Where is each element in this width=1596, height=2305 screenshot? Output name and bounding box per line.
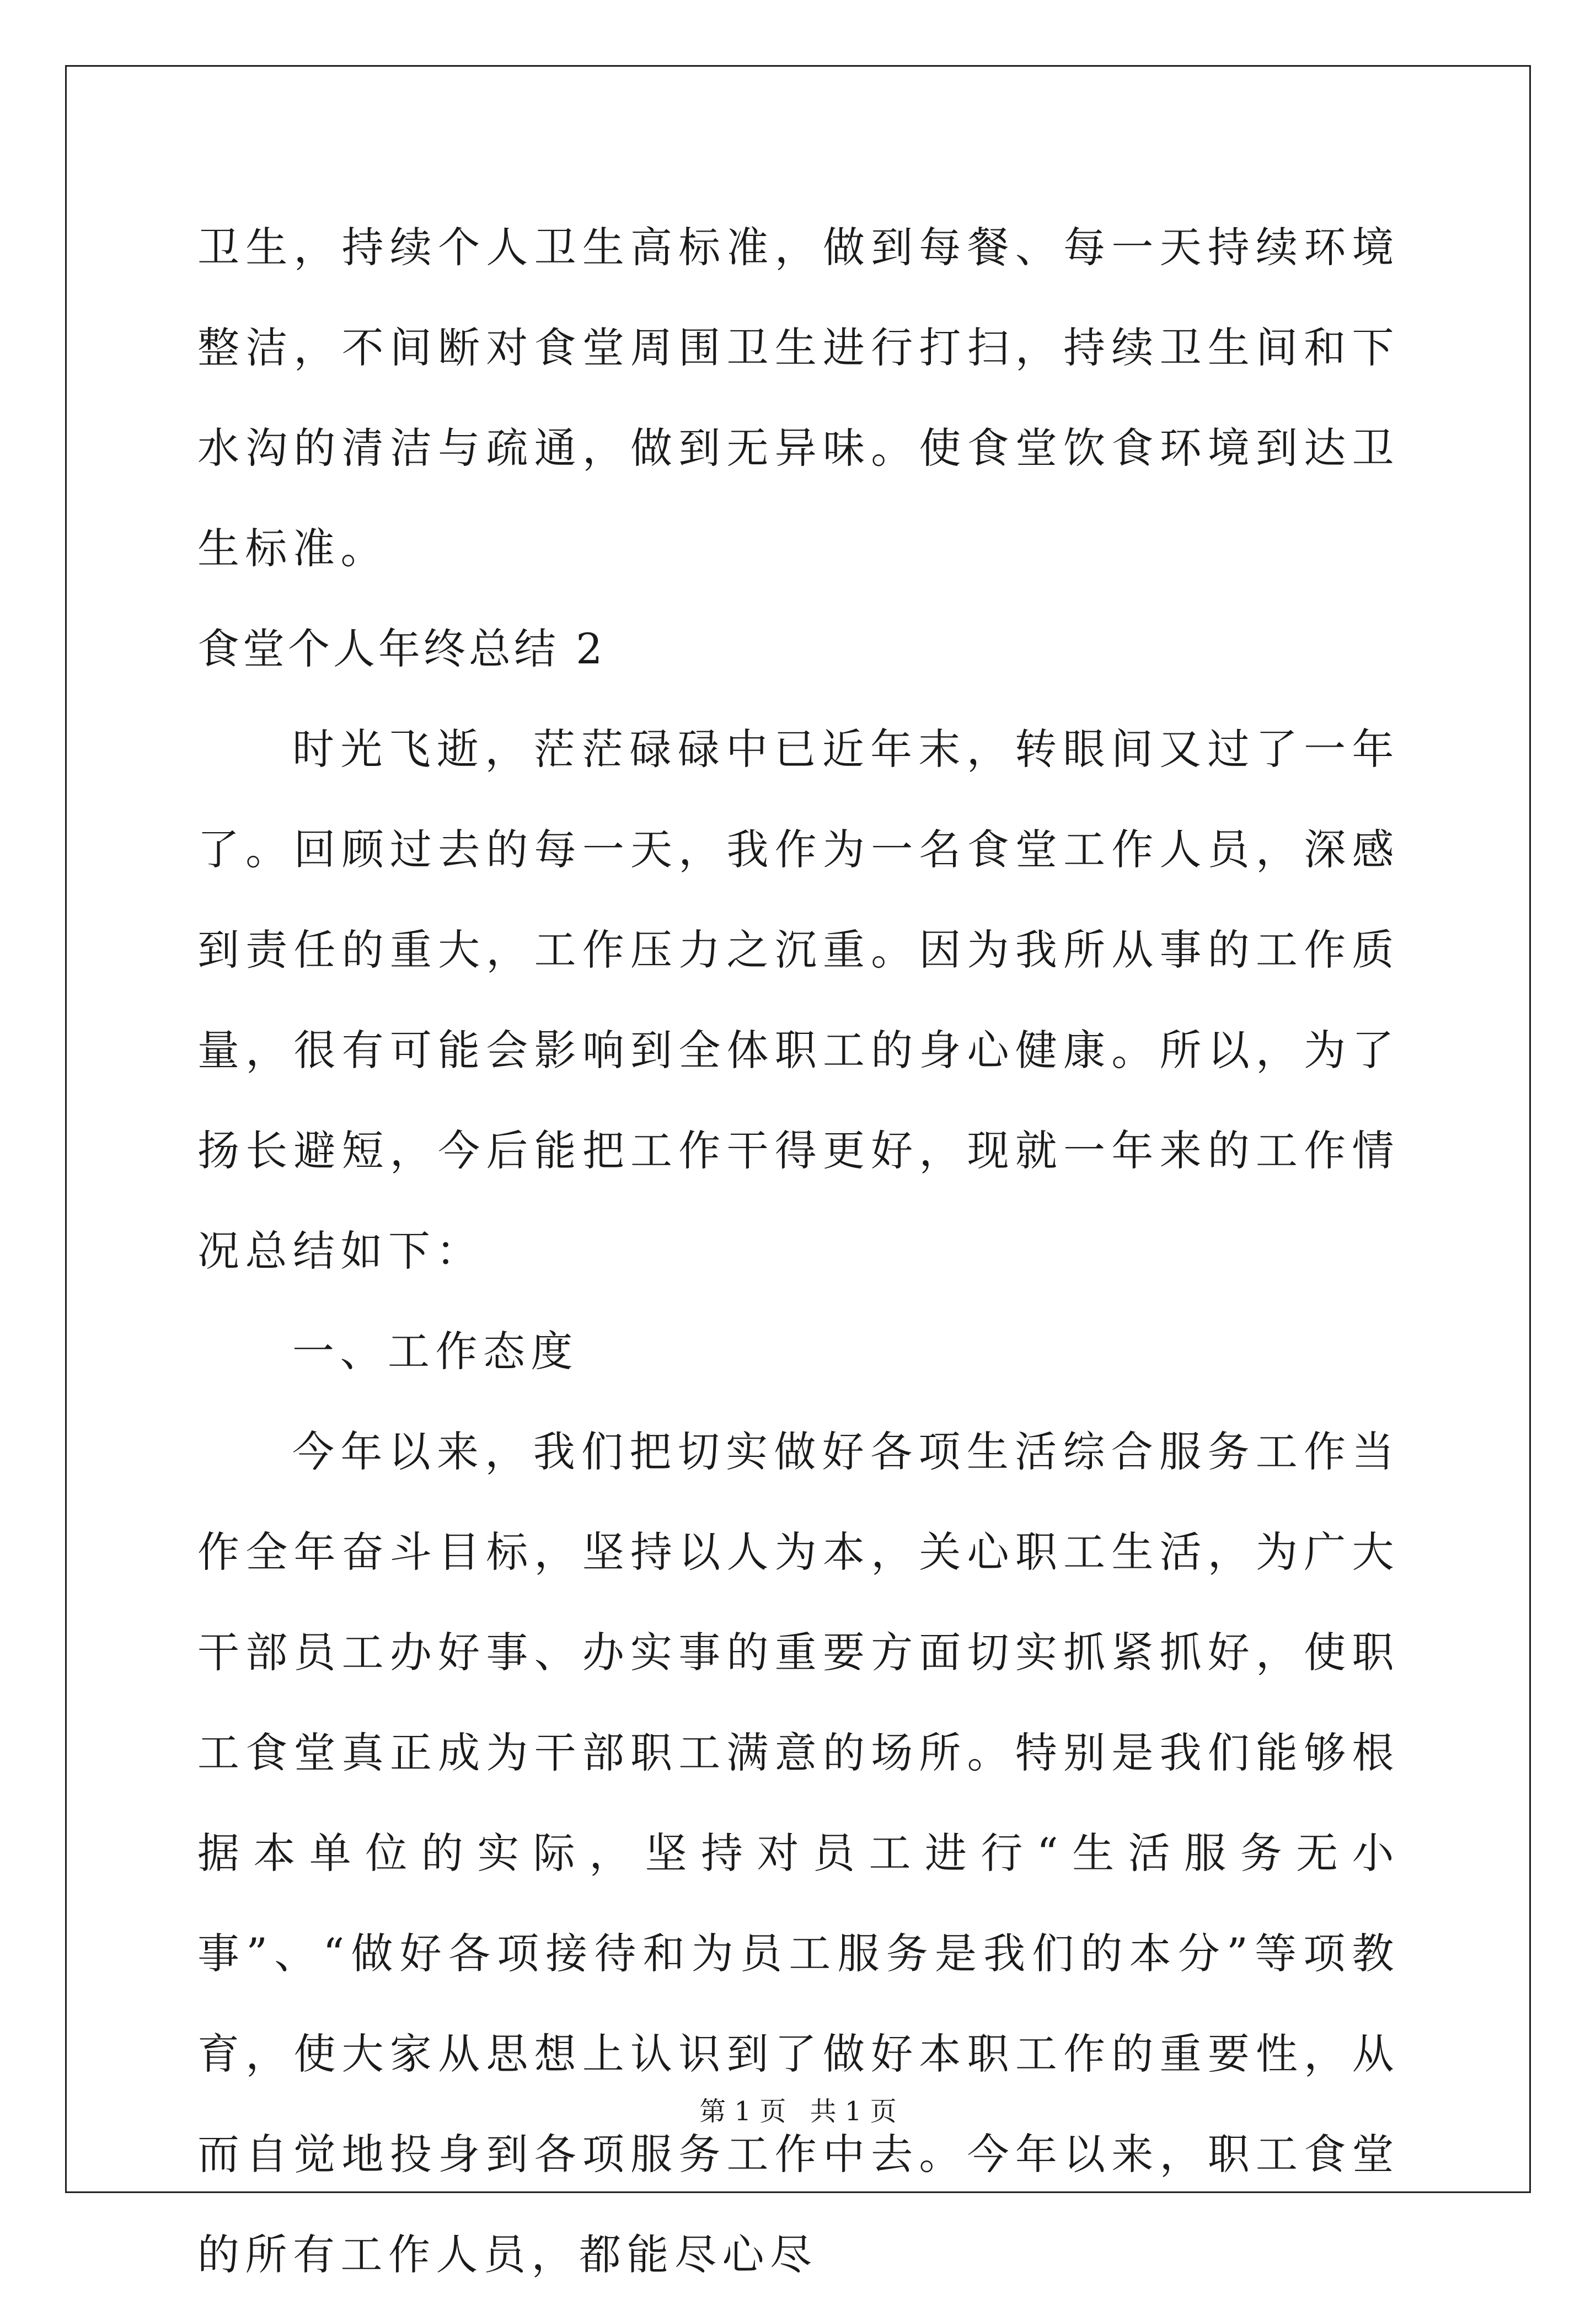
paragraph-intro: 时光飞逝，茫茫碌碌中已近年末，转眼间又过了一年了。回顾过去的每一天，我作为一名食堂工作人员，深感到责任的重大，工作压力之沉重。因为我所从事的工作质量，很有可能会影响到全体职工的身心健康。所以，为了扬长避短，今后能把工作干得更好，现就一年来的工作情况总结如下： bbox=[197, 725, 1400, 1275]
page-footer bbox=[0, 2090, 1596, 2128]
page-total: 共 1 页 bbox=[810, 2096, 897, 2127]
paragraph-work-attitude: 今年以来，我们把切实做好各项生活综合服务工作当作全年奋斗目标，坚持以人为本，关心职工生活，为广大干部员工办好事、办实事的重要方面切实抓紧抓好，使职工食堂真正成为干部职工满意的场所。特别是我们能够根据本单位的实际，坚持对员工进行“生活服务无小事”、“做好各项接待和为员工服务是我们的本分”等项教育，使大家从思想上认识到了做好本职工作的重要性，从而自觉地投身到各项服务工作中去。今年以来，职工食堂的所有工作人员，都能尽心尽 bbox=[197, 1427, 1400, 2279]
page-number: 第 1 页 bbox=[699, 2096, 786, 2127]
paragraph-continuation: 卫生，持续个人卫生高标准，做到每餐、每一天持续环境整洁，不间断对食堂周围卫生进行打扫，持续卫生间和下水沟的清洁与疏通，做到无异味。使食堂饮食环境到达卫生标准。 bbox=[197, 223, 1400, 573]
document-body bbox=[197, 197, 1400, 2305]
subheading-work-attitude: 一、工作态度 bbox=[292, 1327, 579, 1376]
section-title: 食堂个人年终总结 2 bbox=[197, 624, 606, 673]
